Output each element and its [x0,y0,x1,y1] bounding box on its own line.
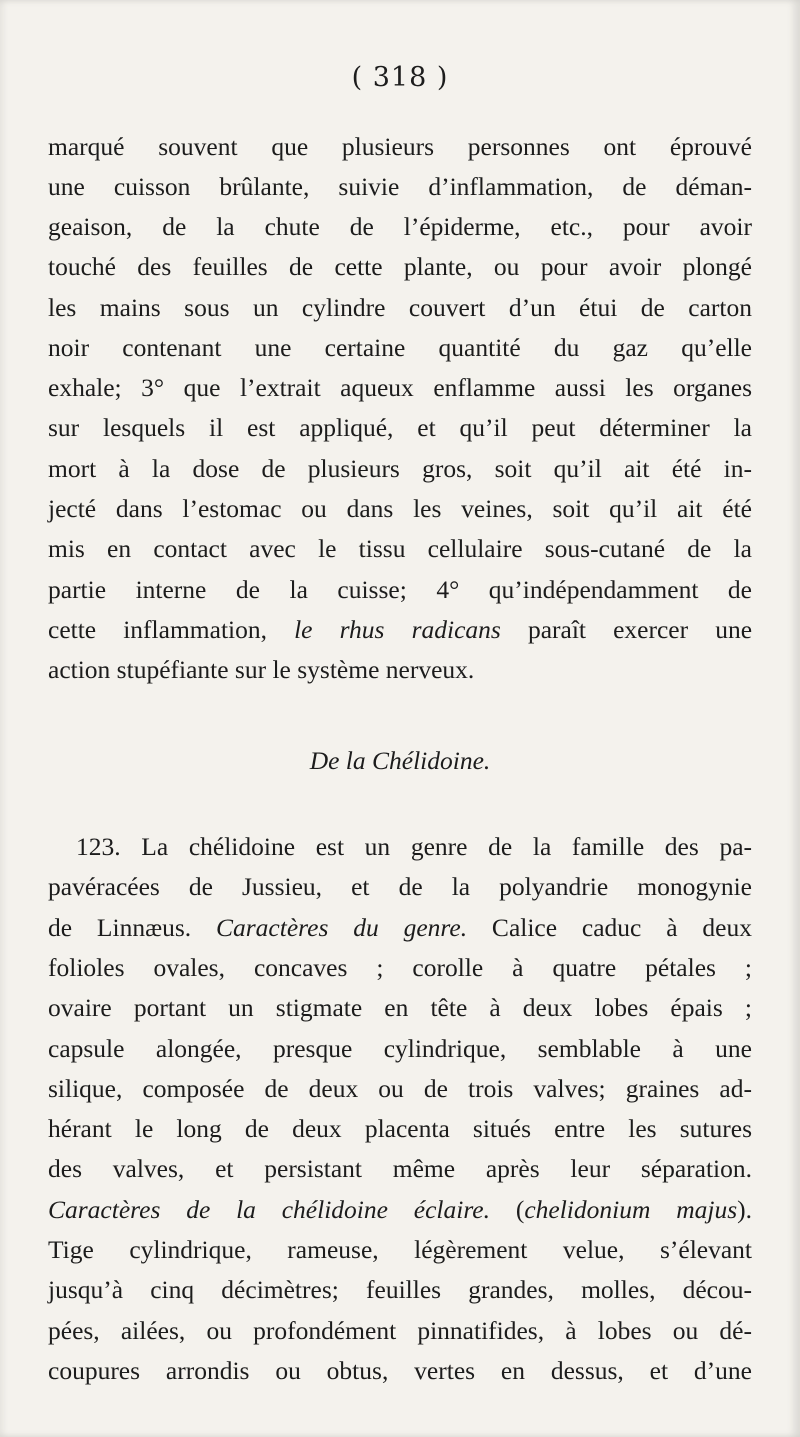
text-line [48,611,752,649]
text-line: une cuisson brûlante, suivie d’inflammation, de déman- [48,172,752,201]
text-line: folioles ovales, concaves ; corolle à quatre pétales ; [48,953,752,982]
text-line: noir contenant une certaine quantité du gaz qu’elle [48,333,752,362]
text-line: mis en contact avec le tissu cellulaire sous-cutané de la [48,534,752,563]
italic-text: Caractères du genre. [216,913,468,942]
text-run: de Linnæus. [48,913,216,942]
section-heading: De la Chélidoine. [309,746,491,775]
text-line: Tige cylindrique, rameuse, légèrement velue, s’élevant [48,1235,752,1264]
text-line: exhale; 3° que l’extrait aqueux enflamme aussi les organes [48,373,752,402]
text-line: geaison, de la chute de l’épiderme, etc., pour avoir [48,212,752,241]
text-line: 123. La chélidoine est un genre de la famille des pa- [76,832,752,861]
text-line [48,909,752,947]
text-line: des valves, et persistant même après leur séparation. [48,1154,752,1183]
text-line: les mains sous un cylindre couvert d’un étui de carton [48,293,752,322]
text-run: ( [490,1195,525,1224]
text-run: ). [737,1195,752,1224]
italic-text: Caractères de la chélidoine éclaire. [48,1195,490,1224]
text-line: touché des feuilles de cette plante, ou pour avoir plongé [48,252,752,281]
italic-text: chelidonium majus [524,1195,738,1224]
text-line: silique, composée de deux ou de trois valves; graines ad- [48,1074,752,1103]
text-line [48,1191,752,1229]
text-line: capsule alongée, presque cylindrique, semblable à une [48,1034,752,1063]
text-run: paraît exercer une [500,615,753,644]
text-line: sur lesquels il est appliqué, et qu’il peut déterminer la [48,413,752,442]
text-line: mort à la dose de plusieurs gros, soit qu’il ait été in- [48,454,752,483]
text-line: pavéracées de Jussieu, et de la polyandrie monogynie [48,872,752,901]
text-line: jecté dans l’estomac ou dans les veines, soit qu’il ait été [48,494,752,523]
text-run: cette inflammation, [48,615,295,644]
text-line: pées, ailées, ou profondément pinnatifides, à lobes ou dé- [48,1316,752,1345]
text-line: ovaire portant un stigmate en tête à deux lobes épais ; [48,993,752,1022]
text-line: marqué souvent que plusieurs personnes ont éprouvé [48,132,752,161]
italic-text: le rhus radicans [294,615,501,644]
page-number: ( 318 ) [351,62,449,93]
text-line: action stupéfiante sur le système nerveux. [48,655,475,684]
text-line: hérant le long de deux placenta situés entre les sutures [48,1114,752,1143]
text-line: coupures arrondis ou obtus, vertes en dessus, et d’une [48,1356,752,1385]
text-run: Calice caduc à deux [467,913,752,942]
text-line: partie interne de la cuisse; 4° qu’indépendamment de [48,575,752,604]
text-line: jusqu’à cinq décimètres; feuilles grandes, molles, décou- [48,1275,752,1304]
